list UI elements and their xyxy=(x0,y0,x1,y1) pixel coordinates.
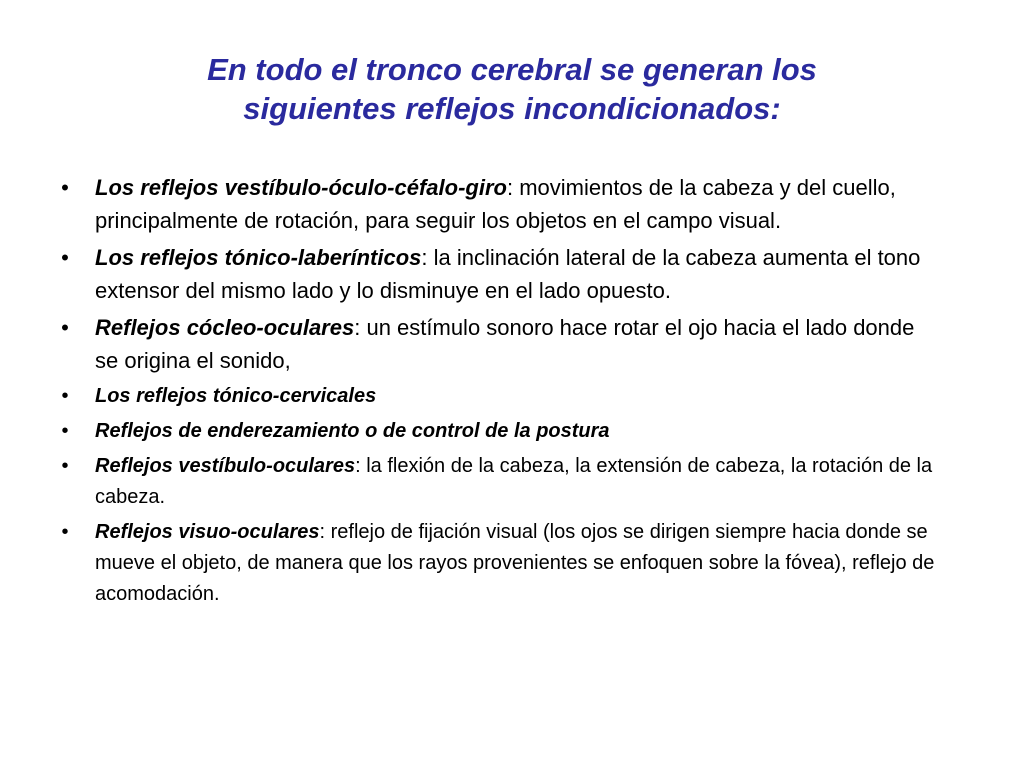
slide-title xyxy=(60,50,964,128)
item-text: reflejo de fijación visual (los ojos se dirigen siempre hacia donde se mueve el objeto, de manera que los rayos provenientes se enfoquen sobre la fóvea), reflejo de acomodación. xyxy=(95,521,935,605)
item-text: movimientos de la cabeza y del cuello, principalmente de rotación, para seguir los objetos en el campo visual. xyxy=(95,175,896,233)
list-item xyxy=(58,451,938,513)
bullet-icon: • xyxy=(61,420,69,442)
item-term: Reflejos de enderezamiento o de control de la postura xyxy=(95,420,610,442)
title-line-1: En todo el tronco cerebral se generan los xyxy=(207,52,817,87)
reflex-list xyxy=(58,171,938,614)
item-term: Los reflejos tónico-cervicales xyxy=(95,385,377,407)
list-item xyxy=(58,311,938,377)
list-item xyxy=(58,416,938,447)
item-term: Reflejos visuo-oculares xyxy=(95,521,320,543)
item-separator: : xyxy=(421,245,428,270)
item-separator: : xyxy=(319,521,326,543)
title-line-2: siguientes reflejos incondicionados: xyxy=(243,91,781,126)
item-text: la inclinación lateral de la cabeza aumenta el tono extensor del mismo lado y lo disminuye en el lado opuesto. xyxy=(95,245,921,303)
bullet-icon: • xyxy=(61,521,69,543)
list-item xyxy=(58,381,938,412)
item-text: un estímulo sonoro hace rotar el ojo hacia el lado donde se origina el sonido, xyxy=(95,315,915,373)
item-separator: : xyxy=(354,315,361,340)
list-item xyxy=(58,517,938,610)
item-term: Reflejos cócleo-oculares xyxy=(95,315,355,340)
item-separator: : xyxy=(355,455,361,477)
item-term: Los reflejos vestíbulo-óculo-céfalo-giro xyxy=(95,175,507,200)
bullet-icon: • xyxy=(61,385,69,407)
item-term: Reflejos vestíbulo-oculares xyxy=(95,455,356,477)
bullet-icon: • xyxy=(61,315,69,340)
item-text: la flexión de la cabeza, la extensión de cabeza, la rotación de la cabeza. xyxy=(95,455,933,508)
list-item xyxy=(58,241,938,307)
item-term: Los reflejos tónico-laberínticos xyxy=(95,245,422,270)
list-item xyxy=(58,171,938,237)
bullet-icon: • xyxy=(61,175,69,200)
bullet-icon: • xyxy=(61,245,69,270)
item-separator: : xyxy=(506,175,514,200)
bullet-icon: • xyxy=(61,455,69,477)
